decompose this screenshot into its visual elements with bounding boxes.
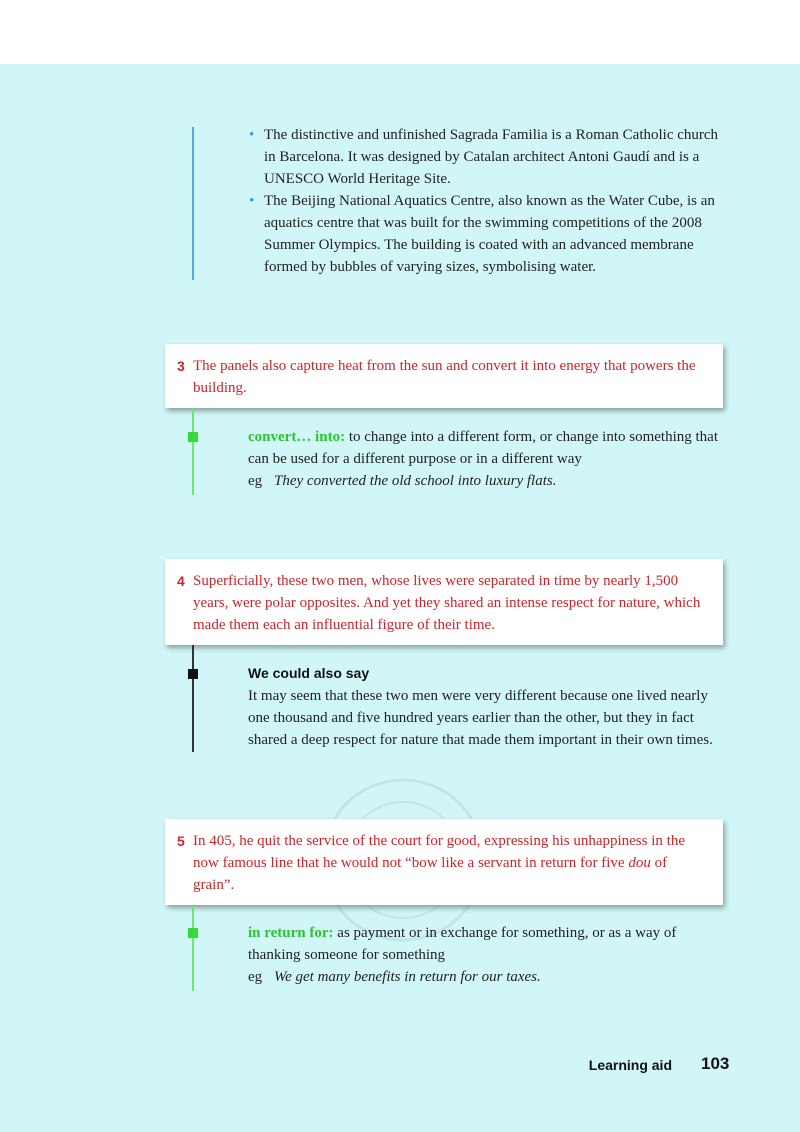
example-label: eg — [248, 473, 263, 489]
bullet-list — [248, 124, 728, 278]
vocab-definition: to change into a different form, or change into something that can be used for a different purpose or in a different way — [248, 429, 719, 467]
square-marker-icon — [188, 669, 198, 679]
note-heading: We could also say — [248, 665, 370, 681]
quote-number: 3 — [177, 358, 185, 374]
list-item: • The distinctive and unfinished Sagrada Familia is a Roman Catholic church in Barcelona. It was designed by Catalan architect Antoni Gaudí and is a UNESCO World Heritage Site. — [248, 124, 728, 190]
quote-text: Superficially, these two men, whose lives were separated in time by nearly 1,500 years, were polar opposites. And yet they shared an intense respect for nature, which made them each an influential figure of their time. — [193, 573, 701, 633]
also-say-note — [248, 662, 728, 751]
note-side-rule — [192, 905, 194, 991]
note-side-rule — [192, 645, 194, 752]
footer-label: Learning aid — [588, 1057, 672, 1073]
vocab-note-5 — [248, 922, 728, 988]
square-marker-icon — [188, 928, 198, 938]
quote-text: In 405, he quit the service of the court for good, expressing his unhappiness in the now famous line that he would not “bow like a servant in return for five dou of grain”. — [193, 833, 685, 893]
note-side-rule — [192, 408, 194, 495]
vocab-definition: as payment or in exchange for something, or as a way of thanking someone for something — [248, 925, 677, 963]
quote-box-5 — [165, 819, 723, 905]
vocab-term: in return for: — [248, 925, 334, 941]
example-text: We get many benefits in return for our taxes. — [274, 969, 541, 985]
vocab-note-3 — [248, 426, 728, 492]
quote-number: 5 — [177, 833, 185, 849]
bullet-icon: • — [249, 193, 255, 209]
list-item: • The Beijing National Aquatics Centre, also known as the Water Cube, is an aquatics centre that was built for the swimming competitions of the 2008 Summer Olympics. The building is coated with an advanced membrane formed by bubbles of varying sizes, symbolising water. — [248, 190, 728, 278]
page-number: 103 — [701, 1054, 730, 1073]
quote-box-3 — [165, 344, 723, 408]
quote-number: 4 — [177, 573, 185, 589]
bullet-icon: • — [249, 127, 255, 143]
example-text: They converted the old school into luxury flats. — [274, 473, 557, 489]
list-side-rule — [192, 127, 194, 280]
note-body: It may seem that these two men were very different because one lived nearly one thousand and five hundred years earlier than the other, but they in fact shared a deep respect for nature that made them important in their own times. — [248, 688, 713, 748]
quote-text: The panels also capture heat from the sun and convert it into energy that powers the building. — [193, 358, 696, 396]
vocab-term: convert… into: — [248, 429, 346, 445]
quote-box-4 — [165, 559, 723, 645]
square-marker-icon — [188, 432, 198, 442]
example-label: eg — [248, 969, 263, 985]
